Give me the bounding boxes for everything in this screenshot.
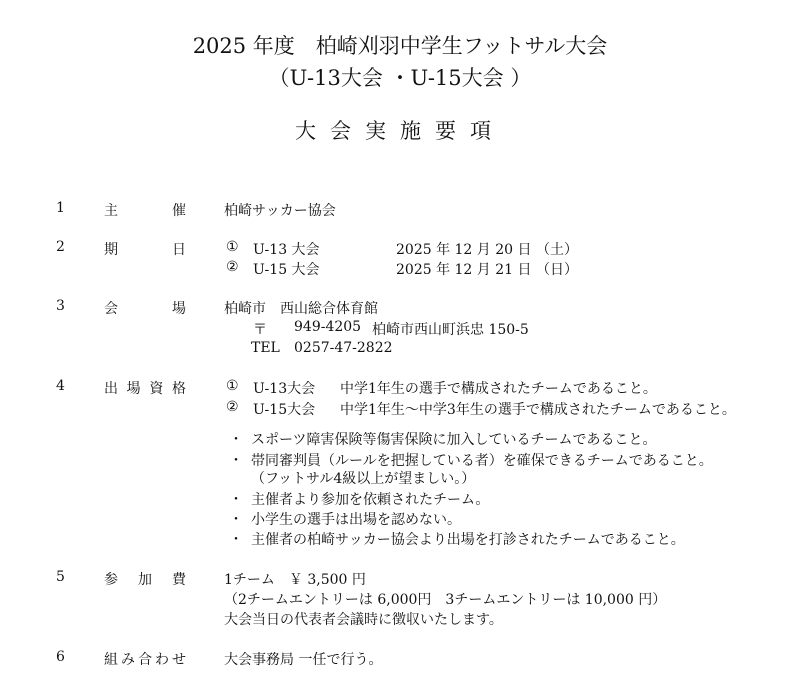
bullet-mark: ・: [229, 492, 243, 508]
label-char: 組: [104, 652, 118, 668]
label-char: 加: [138, 572, 152, 588]
section-3-label: [104, 298, 186, 318]
section-3-number: 3: [56, 298, 65, 314]
matchup-text: 大会事務局 一任で行う。: [224, 652, 383, 668]
section-5-number: 5: [56, 569, 65, 585]
section-2-label: [104, 239, 186, 259]
fee-line: （2チームエントリーは 6,000円 3チームエントリーは 10,000 円）: [224, 592, 667, 608]
fee-line: 1チーム ￥ 3,500 円: [224, 572, 366, 588]
circled-number: ②: [226, 259, 239, 275]
eligibility-text: 中学1年生の選手で構成されたチームであること。: [340, 381, 657, 397]
fee-line: 大会当日の代表者会議時に徴収いたします。: [224, 612, 503, 628]
label-char: 費: [172, 572, 186, 588]
circled-number: ②: [226, 399, 239, 415]
label-char: 催: [172, 203, 186, 219]
event-name: U-15 大会: [253, 262, 320, 278]
document-subtitle: （U-13大会 ・U-15大会 ）: [268, 66, 532, 90]
label-char: 出: [104, 381, 118, 397]
section-4-label: [104, 378, 186, 398]
label-char: 場: [126, 381, 141, 397]
event-name: U-13大会: [253, 381, 316, 397]
label-char: 参: [104, 572, 118, 588]
tel-number: 0257-47-2822: [294, 340, 393, 356]
label-char: 日: [172, 242, 186, 258]
bullet-mark: ・: [229, 453, 243, 469]
label-char: 格: [171, 381, 186, 397]
document-heading: 大会実施要項: [295, 119, 505, 143]
section-6-number: 6: [56, 649, 65, 665]
bullet-note: （フットサル4級以上が望ましい。）: [251, 471, 476, 487]
section-6-label: [104, 649, 186, 669]
label-char: 場: [172, 301, 186, 317]
bullet-item: 主催者の柏崎サッカー協会より出場を打診されたチームであること。: [251, 532, 685, 548]
bullet-mark: ・: [229, 512, 243, 528]
bullet-item: 小学生の選手は出場を認めない。: [251, 512, 461, 528]
label-char: 資: [149, 381, 164, 397]
bullet-item: 帯同審判員（ルールを把握している者）を確保できるチームであること。: [251, 453, 713, 469]
event-name: U-13 大会: [253, 242, 320, 258]
label-char: 合: [138, 652, 152, 668]
postal-mark: 〒: [253, 322, 267, 338]
postal-code: 949-4205: [294, 319, 362, 335]
label-char: 期: [104, 242, 118, 258]
bullet-item: 主催者より参加を依頼されたチーム。: [251, 492, 490, 508]
venue-address: 柏崎市西山町浜忠 150-5: [372, 322, 529, 338]
event-date: 2025 年 12 月 20 日 （土）: [396, 242, 578, 258]
section-1-label: [104, 200, 186, 220]
circled-number: ①: [226, 378, 239, 394]
tel-label: TEL: [251, 340, 280, 356]
eligibility-text: 中学1年生～中学3年生の選手で構成されたチームであること。: [340, 402, 736, 418]
section-1-text: 柏崎サッカー協会: [224, 203, 336, 219]
bullet-item: スポーツ障害保険等傷害保険に加入しているチームであること。: [251, 432, 657, 448]
event-name: U-15大会: [253, 402, 316, 418]
event-date: 2025 年 12 月 21 日 （日）: [396, 262, 578, 278]
label-char: 主: [104, 203, 118, 219]
label-char: せ: [172, 652, 186, 668]
section-5-label: [104, 569, 186, 589]
circled-number: ①: [226, 239, 239, 255]
document-title: 2025 年度 柏崎刈羽中学生フットサル大会: [192, 34, 608, 58]
section-2-number: 2: [56, 239, 65, 255]
label-char: 会: [104, 301, 118, 317]
bullet-mark: ・: [229, 432, 243, 448]
section-4-number: 4: [56, 378, 65, 394]
venue-name: 柏崎市 西山総合体育館: [224, 301, 378, 317]
section-1-number: 1: [56, 200, 65, 216]
label-char: わ: [155, 652, 169, 668]
bullet-mark: ・: [229, 532, 243, 548]
label-char: み: [121, 652, 135, 668]
